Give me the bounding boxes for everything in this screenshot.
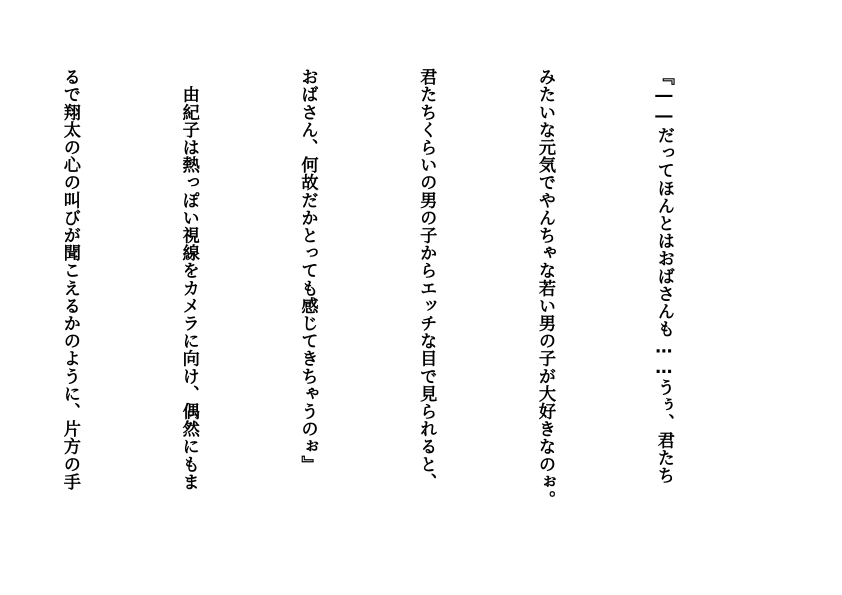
text-line: るで翔太の心の叫びが聞こえるかのように、片方の手: [59, 68, 80, 491]
text-line: おばさん、何故だかとっても感じてきちゃうのぉ』: [297, 68, 318, 473]
vertical-text-body: [0, 68, 762, 540]
text-line: 『――だってほんとはおばさんも……うぅ、君たち: [653, 68, 674, 484]
text-line: 由紀子は熱っぽい視線をカメラに向け、偶然にもま: [178, 68, 199, 491]
text-line: 君たちくらいの男の子からエッチな目で見られると、: [416, 68, 437, 491]
text-line: みたいな元気でやんちゃな若い男の子が大好きなのぉ。: [535, 68, 556, 508]
